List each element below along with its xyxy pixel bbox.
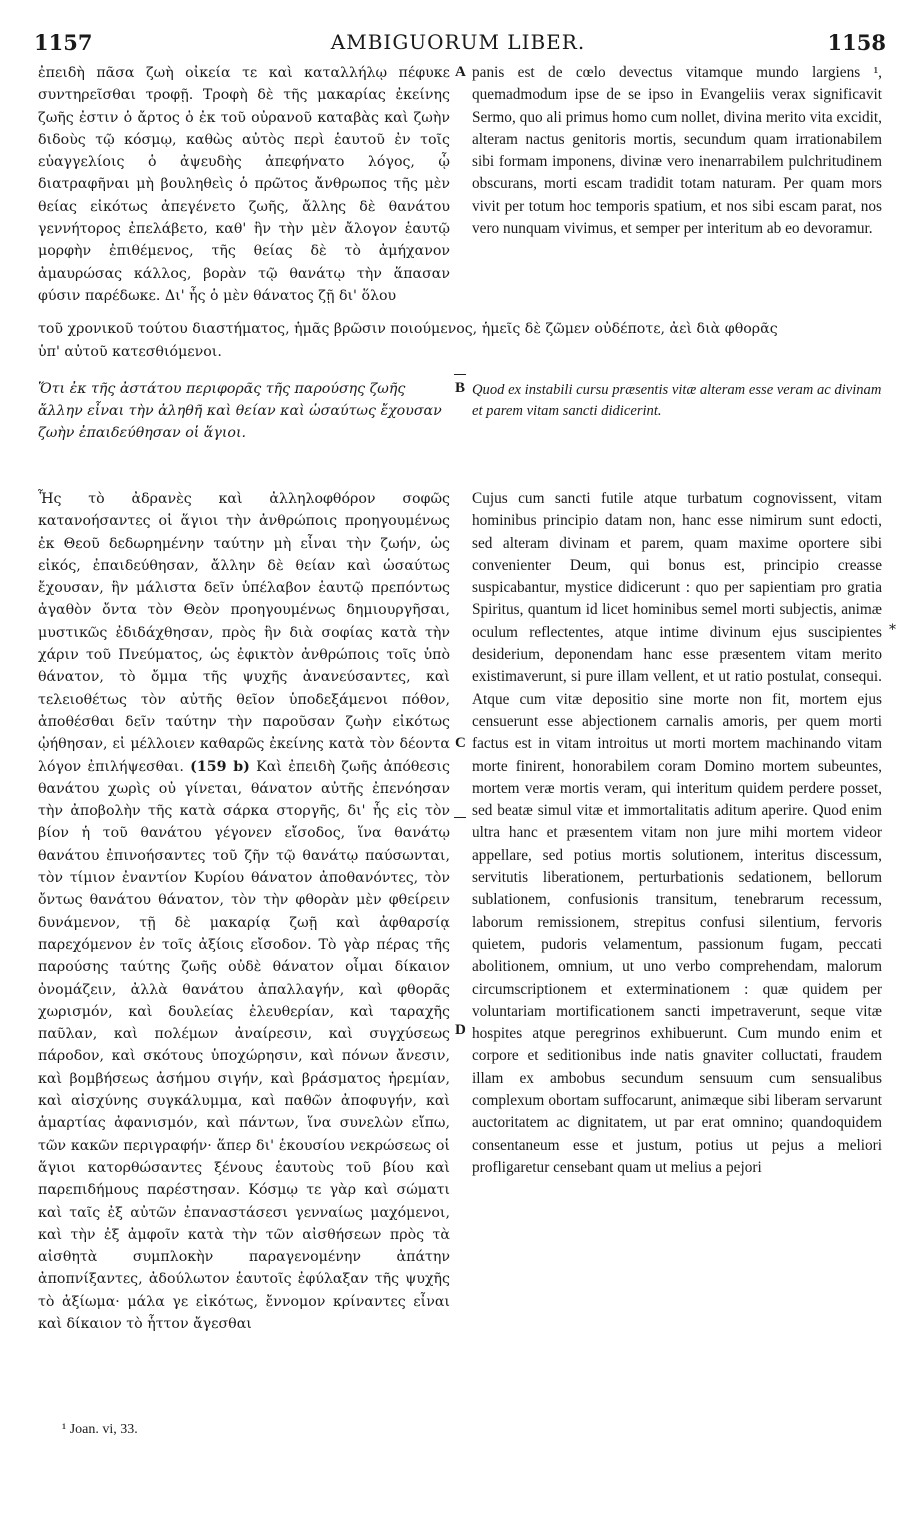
margin-divider bbox=[454, 817, 466, 818]
running-title: AMBIGUORUM LIBER. bbox=[330, 30, 586, 54]
margin-letter-a: A bbox=[455, 64, 466, 80]
section1-latin bbox=[472, 62, 882, 240]
margin-letter-b: B bbox=[455, 380, 466, 396]
section2-greek-heading: Ὅτι ἐκ τῆς ἀστάτου περιφορᾶς τῆς παρούσης ζωῆς ἄλλην εἶναι τὴν ἀληθῆ καὶ θείαν καὶ ὡσαύτως ἔχουσαν ζωὴν ἐπαιδεύθησαν οἱ ἅγιοι. bbox=[38, 381, 442, 441]
footnote: ¹ Joan. vi, 33. bbox=[62, 1422, 138, 1437]
section2-greek-body bbox=[38, 488, 450, 1335]
section2-latin-text: Cujus cum sancti futile atque turbatum cognovissent, vitam hominibus principio datam non, hanc esse nimirum sunt edocti, sed alteram divinam et parem, quam maxime oportere sibi convenienter Deum, qui bonus est, principio creasse suspicabantur, mystice didicerunt : quo per sapientiam pro gratia Spiritus, quantum id licet hominibus semel morti subjectis, animæ oculum reflectentes, atque intime divinum ejus suscipientes desiderium, deponendam hanc esse præsentem vitam merito existimaverunt, si pure illam vellent, et ut ratio postulat, consequi. Atque cum vitæ depositio sine morte non fit, mortem ejus censuerunt esse abjectionem carnalis amoris, per quem morti factus est in vitam introitus ut morti mortem machinando vitam morte finirent, honorabilem coram Domino mortem subeuntes, mortem veræ mortis veram, qui interitum quidem perdere posset, sed beatæ simul vitæ et immortalitatis aditum aperire. Quod enim ultra hanc et præsentem vitam non jure mihi mortem videor appellare, sed potius mortis solutionem, interitus discessum, servitutis liberationem, perturbationis sedationem, bellorum sublationem, confusionis transitum, tenebrarum recessum, laborum remissionem, strepitus confusi silentium, fervoris quietem, pudoris velamentum, passionum fugam, peccati abolitionem, omnium, ut uno verbo comprehendam, malorum circumscriptionem et exterminationem : quæ quidem per voluntariam mortificationem sancti impetraverunt, seque vitæ hospites atque peregrinos exhibuerunt. Cum mundo enim et corpore et seditionibus inde natis gnaviter colluctati, fraudem illam ex ambobus secundum sensuum cum sensualibus complexum obortam suffocarunt, animæque sibi liberam servarunt auctoritatem ac dignitatem, ut par erat omnino; quandoquidem consentaneum esse et justum, potius ut pejus a meliori profligaretur censebant quam ut melius a pejori bbox=[472, 490, 882, 1176]
section2-latin-heading: Quod ex instabili cursu præsentis vitæ alteram esse veram ac divinam et parem vitam sancti didicerint. bbox=[472, 382, 882, 419]
section1-greek bbox=[38, 62, 450, 307]
section1-greek-text: ἐπειδὴ πᾶσα ζωὴ οἰκεία τε καὶ καταλλήλῳ πέφυκε συντηρεῖσθαι τροφῇ. Τροφὴ δὲ τῆς μακαρίας ἐκείνης ζωῆς ἐστιν ὁ ἄρτος ὁ ἐκ τοῦ οὐρανοῦ καταβὰς καὶ ζωὴν διδοὺς τῷ κόσμῳ, καθὼς αὐτὸς περὶ ἑαυτοῦ ἐν τοῖς εὐαγγελίοις ὁ ἀψευδὴς ἀπεφήνατο λόγος, ᾧ διατραφῆναι μὴ βουληθεὶς ὁ πρῶτος ἄνθρωπος τῆς μὲν θείας εἰκότως ἀπεγένετο ζωῆς, ἄλλης δὲ θανάτου γεννήτορος ἐπελάβετο, καθ' ἣν τὴν μὲν ἄλογον ἑαυτῷ μορφὴν ἐπιθέμενος, τῆς θείας δὲ τὸ ἀμήχανον ἀμαυρώσας κάλλος, βορὰν τῷ θανάτῳ τὴν ἅπασαν φύσιν παρέδωκε. Δι' ἧς ὁ μὲν θάνατος ζῇ δι' ὅλου bbox=[38, 65, 450, 304]
margin-asterisk: * bbox=[889, 622, 896, 638]
section1-greek-full-line: τοῦ χρονικοῦ τούτου διαστήματος, ἡμᾶς βρῶσιν ποιούμενος, ἡμεῖς δὲ ζῶμεν οὐδέποτε, ἀεὶ διὰ φθορᾶς bbox=[38, 321, 778, 337]
section2-greek-part1: Ἧς τὸ ἀδρανὲς καὶ ἀλληλοφθόρον σοφῶς κατανοήσαντες οἱ ἅγιοι τὴν ἀνθρώποις προηγουμένως ἐκ Θεοῦ δεδωρημένην ταύτην μὴ εἶναι τὴν ζωήν, ὡς εἰκός, ἐπαιδεύθησαν, ἄλλην δὲ θείαν καὶ ὡσαύτως ἔχουσαν, ἣν μάλιστα δεῖν ὑπέλαβον ἑαυτῷ πρεπόντως ἀγαθὸν ὄντα τὸν Θεὸν προηγουμένως δημιουργῆσαι, μυστικῶς ἐδιδάχθησαν, πρὸς ἣν διὰ σοφίας κατὰ τὴν χάριν τοῦ Πνεύματος, ὡς ἐφικτὸν ἀνθρώποις τοῖς ὑπὸ θάνατον, τὸ ὄμμα τῆς ψυχῆς ἀνανεύσαντες, καὶ τελειοθέτως τὸν αὐτῆς θεῖον ὑποδεξάμενοι πόθον, ἀποθέσθαι δεῖν ταύτην τὴν παροῦσαν ζωὴν εἰκότως ᾠήθησαν, εἰ μέλλοιεν καθαρῶς ἐκείνης κατὰ τὸν δέοντα λόγον ἐπιλήψεσθαι. bbox=[38, 491, 450, 775]
section1-latin-text: panis est de cœlo devectus vitamque mundo largiens ¹, quemadmodum ipse de se ipso in Evangeliis verax significavit Sermo, quo ali primus homo cum nollet, divina merito vita excidit, alteram nactus genitoris mortis, secundum quam irrationabilem sibi formam imponens, divinæ vero inenarrabilem pulchritudinem obscurans, morti escam tradidit totam naturam. Per quam mors vivit per totum hoc temporis spatium, et nos sibi escam parat, nos vero nunquam vivimus, et semper per interitum ab eo devoramur. bbox=[472, 64, 882, 238]
section-divider bbox=[454, 374, 466, 375]
section2-greek-text bbox=[38, 488, 450, 1335]
section2-greek-part2: Καὶ ἐπειδὴ ζωῆς ἀπόθεσις θανάτου χωρὶς οὐ γίνεται, θάνατον αὐτῆς ἐπενόησαν τὴν ἀποβολὴν τῆς κατὰ σάρκα στοργῆς, δι' ἧς εἰς τὸν βίον ἡ τοῦ θανάτου γέγονεν εἴσοδος, ἵνα θανάτῳ θανάτου ἐπινοήσαντες τοῦ ζῆν τῷ θανάτῳ παύσωνται, τὸν τίμιον ἐναντίον Κυρίου θάνατον ἀποθανόντες, τὸν ὄντως θανάτου θάνατον, τὸν τὴν φθορὰν μὲν φθείρειν δυνάμενον, τῇ δὲ μακαρίᾳ ζωῇ καὶ ἀφθαρσίᾳ παρεχόμενον ἐν τοῖς ἀξίοις εἴσοδον. Τὸ γὰρ πέρας τῆς παρούσης ταύτης ζωῆς οὐδὲ θάνατον οἶμαι δίκαιον ὀνομάζειν, ἀλλὰ θανάτου ἀπαλλαγήν, καὶ φθορᾶς χωρισμόν, καὶ δουλείας ἐλευθερίαν, καὶ ταραχῆς παῦλαν, καὶ πολέμων ἀναίρεσιν, καὶ συγχύσεως πάροδον, καὶ σκότους ὑποχώρησιν, καὶ πόνων ἄνεσιν, καὶ βομβήσεως ἀσήμου σιγήν, καὶ βράσματος ἠρεμίαν, καὶ αἰσχύνης συγκάλυμμα, καὶ παθῶν ἀποφυγήν, καὶ ἁμαρτίας ἀφανισμόν, καὶ πάντων, ἵνα συνελὼν εἴπω, τῶν κακῶν περιγραφήν· ἅπερ δι' ἑκουσίου νεκρώσεως οἱ ἅγιοι κατορθώσαντες ξένους ἑαυτοὺς τοῦ βίου καὶ παρεπιδήμους παρέστησαν. Κόσμῳ τε γὰρ καὶ σώματι καὶ ταῖς ἐξ αὐτῶν ἐπαναστάσεσι γενναίως μαχόμενοι, καὶ τὴν ἐξ ἀμφοῖν κατὰ τὴν τῶν αἰσθήσεων πρὸς τὰ αἰσθητὰ συμπλοκὴν παραγενομένην ἀπάτην ἀποπνίξαντες, ἀδούλωτον ἑαυτοῖς ἐφύλαξαν τῆς ψυχῆς τὸ ἀξίωμα· μάλα γε εἰκότως, ἔννομον κρίναντες εἶναι καὶ δίκαιον τὸ ἧττον ἄγεσθαι bbox=[38, 758, 450, 1332]
right-page-number: 1158 bbox=[827, 30, 886, 55]
section2-latin-body bbox=[472, 488, 882, 1179]
left-page-number: 1157 bbox=[34, 30, 93, 55]
section1-greek-last: ὑπ' αὐτοῦ κατεσθιόμενοι. bbox=[38, 344, 222, 360]
margin-letter-c: C bbox=[455, 735, 466, 751]
margin-letter-d: D bbox=[455, 1022, 466, 1038]
column-marker: (159 b) bbox=[190, 758, 250, 775]
